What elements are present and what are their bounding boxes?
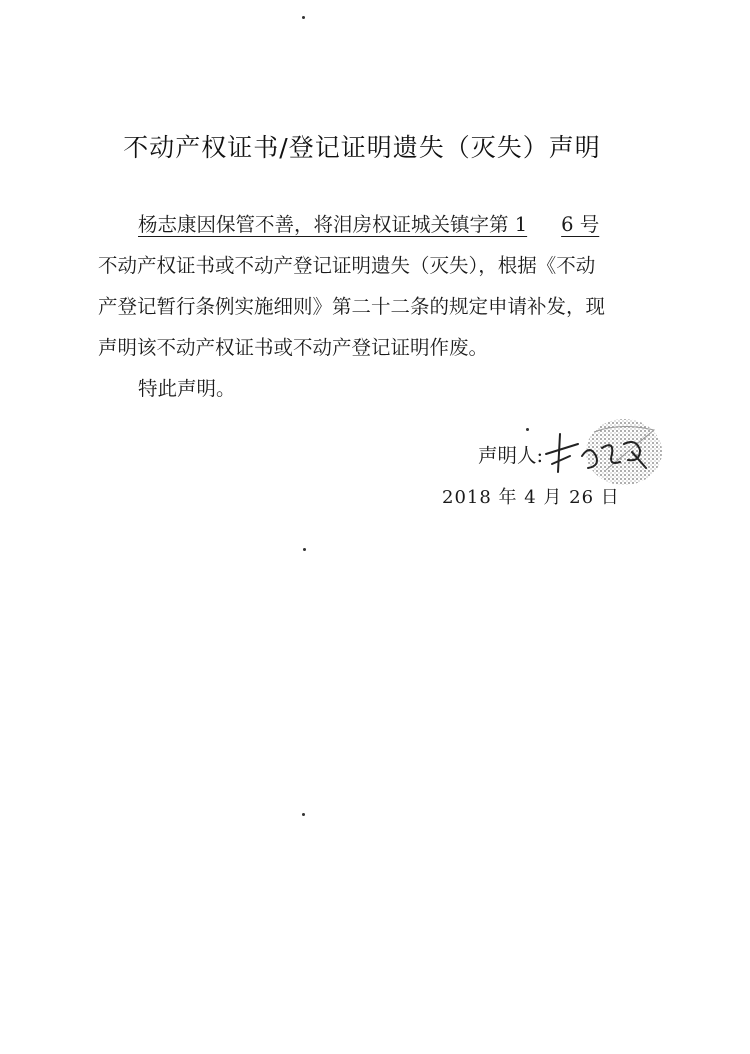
scan-speck (302, 813, 305, 816)
statement-line-3: 产登记暂行条例实施细则》第二十二条的规定申请补发，现 (98, 295, 606, 318)
closing-line: 特此声明。 (138, 377, 236, 400)
statement-line-1 (98, 204, 638, 245)
scan-speck (303, 548, 306, 551)
scan-speck (302, 16, 305, 19)
statement-line-4: 声明该不动产权证书或不动产登记证明作废。 (98, 336, 489, 359)
declarant-label: 声明人: (478, 444, 544, 467)
statement-line-2: 不动产权证书或不动产登记证明遗失（灭失），根据《不动 (98, 254, 596, 277)
statement-body (98, 204, 638, 409)
declarant-name-phrase: 杨志康因保管不善，将 (138, 213, 334, 236)
statement-date: 2018 年 4 月 26 日 (442, 487, 620, 508)
certificate-number (333, 213, 599, 236)
certificate-number-suffix: 6 号 (561, 213, 600, 236)
signature-with-fingerprint (536, 410, 666, 490)
scan-speck (526, 428, 529, 431)
certificate-number-prefix: 泪房权证城关镇字第 1 (333, 213, 528, 236)
document-title: 不动产权证书/登记证明遗失（灭失）声明 (123, 133, 601, 162)
